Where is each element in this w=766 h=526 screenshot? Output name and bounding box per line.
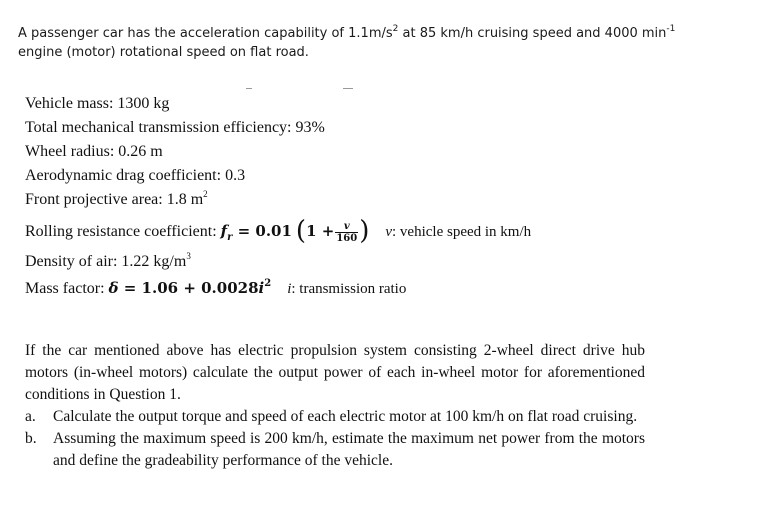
rolling-note-var: v [385, 224, 393, 240]
mass-factor-sup: 2 [264, 277, 272, 289]
mass-factor-symbol: δ [108, 279, 119, 297]
rolling-symbol: f [220, 222, 228, 240]
mass-factor-note-text: : transmission ratio [291, 281, 407, 297]
mass-factor-ratio: i [258, 279, 265, 297]
param-density-sup: 3 [186, 250, 191, 261]
rolling-denominator: 160 [336, 232, 358, 244]
rolling-note [385, 224, 531, 240]
rolling-fraction [335, 221, 358, 244]
question-item [25, 406, 645, 428]
rolling-numerator: v [335, 221, 358, 233]
mass-factor-note [287, 281, 406, 297]
intro-line-2: engine (motor) rotational speed on flat road. [18, 45, 309, 60]
param-area-sup: 2 [203, 188, 208, 199]
question-body: If the car mentioned above has electric propulsion system consisting 2-wheel direct drive hub motors (in-wheel motors) calculate the output power of each in-wheel motor for aforementioned conditions in Question 1. [25, 342, 645, 403]
param-rolling [25, 212, 725, 250]
param-radius: Wheel radius: 0.26 m [25, 143, 163, 160]
param-area-text: Front projective area: 1.8 m [25, 191, 204, 208]
question-block [25, 340, 645, 472]
question-item [25, 428, 645, 472]
rolling-note-text: : vehicle speed in km/h [392, 224, 532, 240]
scan-mark [246, 88, 252, 89]
param-mass: Vehicle mass: 1300 kg [25, 95, 170, 112]
param-efficiency: Total mechanical transmission efficiency: 93% [25, 119, 325, 136]
param-area [25, 188, 725, 212]
rolling-coefficient: = 0.01 [232, 222, 292, 240]
param-density-text: Density of air: 1.22 kg/m [25, 253, 187, 270]
param-mass-factor [25, 276, 725, 300]
mass-factor-equation: = 1.06 + 0.0028 [118, 279, 259, 297]
problem-intro [18, 24, 748, 62]
question-item-marker: a. [25, 408, 36, 425]
question-item-text: Calculate the output torque and speed of each electric motor at 100 km/h on flat road cruising. [53, 408, 638, 425]
param-drag: Aerodynamic drag coefficient: 0.3 [25, 167, 246, 184]
rolling-one-plus: 1 + [306, 222, 335, 240]
rolling-open-paren: ( [295, 216, 307, 246]
rolling-label: Rolling resistance coefficient: [25, 223, 221, 240]
intro-sup-a: 2 [392, 23, 399, 34]
mass-factor-note-var: i [287, 281, 292, 297]
parameter-list [25, 92, 725, 300]
intro-text-b: at 85 km/h cruising speed and 4000 min [398, 26, 667, 41]
mass-factor-label: Mass factor: [25, 280, 109, 297]
question-item-marker: b. [25, 430, 37, 447]
rolling-close-paren: ) [359, 216, 370, 246]
intro-line-1 [18, 24, 748, 43]
rolling-subscript: r [227, 232, 233, 244]
param-density [25, 250, 725, 274]
intro-sup-b: -1 [666, 23, 676, 34]
intro-text-a: A passenger car has the acceleration capability of 1.1m/s [18, 26, 393, 41]
question-item-text: Assuming the maximum speed is 200 km/h, estimate the maximum net power from the motors and define the gradeability performance of the vehicle. [53, 430, 645, 469]
scan-mark [343, 88, 353, 89]
